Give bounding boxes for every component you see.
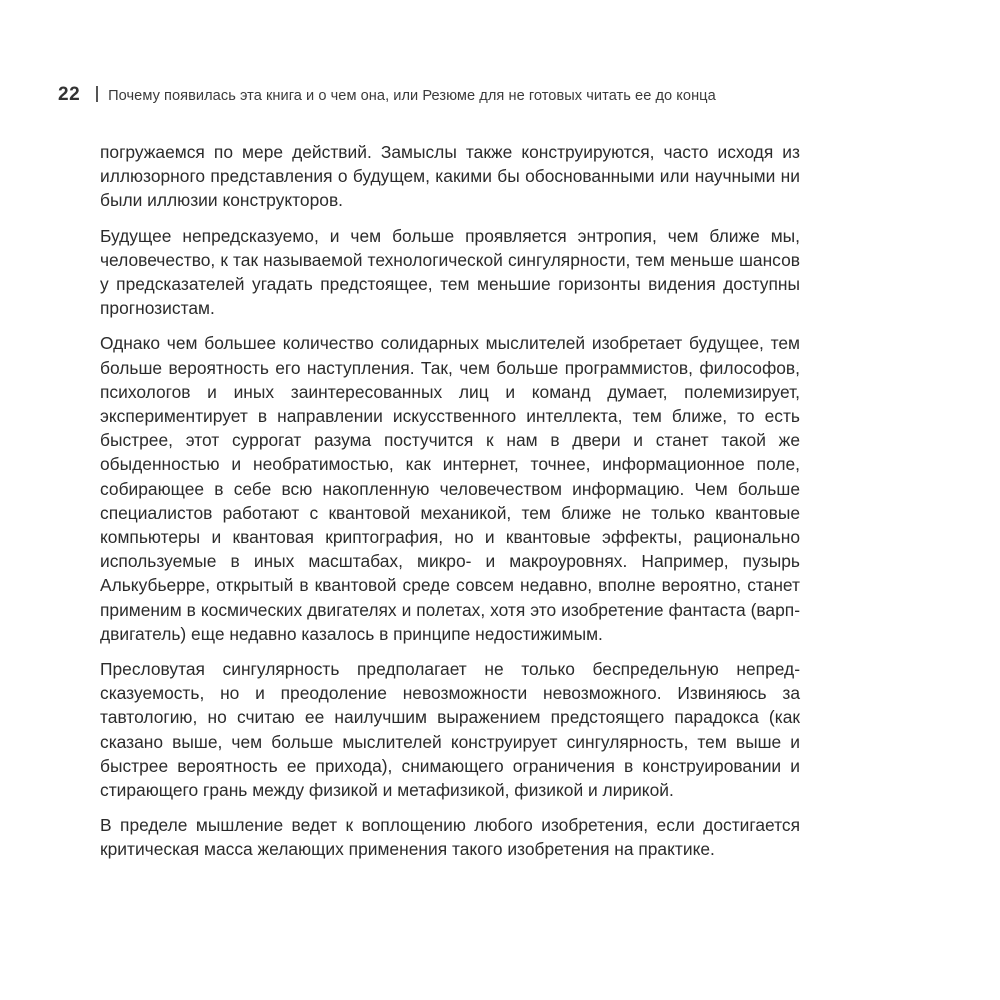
running-title: Почему появилась эта книга и о чем она, или Резюме для не готовых читать ее до конца bbox=[108, 88, 716, 104]
page-number: 22 bbox=[58, 84, 81, 105]
paragraph: Однако чем большее количество солидарных мыслителей изобретает будущее, тем больше вероятность его наступления. Так, чем больше программистов, философов, психологов и иных заинтересованных лиц и команд думает, полемизирует, экспериментирует в направлении искусственного интеллекта, тем ближе, то есть быстрее, этот суррогат разума постучится к нам в двери и станет такой же обыденностью и необратимостью, как интернет, точнее, информационное поле, собирающее в себе всю накопленную человечеством информацию. Чем больше специалистов работают с квантовой механикой, тем ближе не только квантовые компьютеры и квантовая криптография, но и квантовые эффекты, рационально используемые в иных масштабах, микро- и макроуровнях. Например, пузырь Алькубьерре, открытый в квантовой среде совсем недавно, вполне вероятно, станет применим в космических двигателях и полетах, хотя это изобретение фантаста (варп-двигатель) еще недавно казалось в принципе недостижимым. bbox=[100, 333, 800, 644]
body-text bbox=[100, 140, 800, 862]
header-separator bbox=[96, 86, 98, 102]
paragraph: В пределе мышление ведет к воплощению любого изобретения, если достигается критическая масса желающих применения такого изобретения на практике. bbox=[100, 815, 800, 860]
running-header bbox=[58, 84, 980, 106]
paragraph: Будущее непредсказуемо, и чем больше проявляется энтропия, чем ближе мы, человечество, к так называемой технологической сингулярности, тем меньше шансов у предсказателей угадать предстоящее, тем меньшие горизонты видения доступны прогнозистам. bbox=[100, 225, 800, 319]
paragraph: Пресловутая сингулярность предполагает не только беспредельную непредсказуемость, но и преодоление невозможности невозможного. Извиняюсь за тавтологию, но считаю ее наилучшим выражением предстоящего парадокса (как сказано выше, чем больше мыслителей конструирует сингулярность, тем выше и быстрее вероятность ее прихода), снимающего ограничения в конструировании и стирающего грань между физикой и метафизикой, физикой и лирикой. bbox=[100, 659, 800, 801]
paragraph: погружаемся по мере действий. Замыслы также конструируются, часто исходя из иллюзорного представления о будущем, какими бы обоснованными или научными ни были иллюзии конструкторов. bbox=[100, 142, 800, 211]
